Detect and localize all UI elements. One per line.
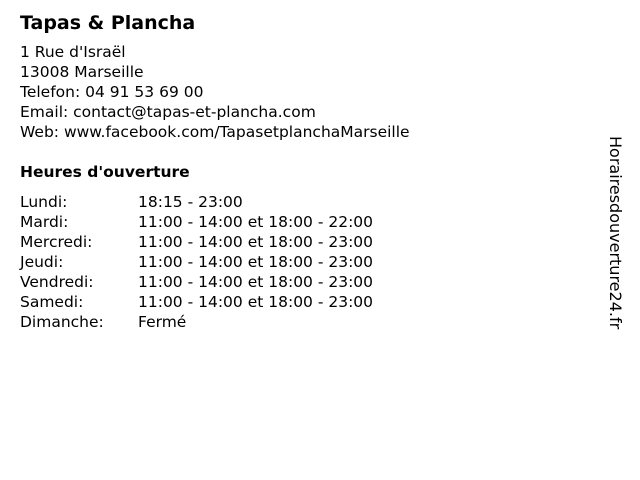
hours-row-wednesday bbox=[20, 232, 580, 252]
opening-hours-title: Heures d'ouverture bbox=[20, 163, 190, 181]
email-line: Email: contact@tapas-et-plancha.com bbox=[20, 103, 316, 121]
day-label: Dimanche: bbox=[20, 313, 104, 331]
hours-row-friday bbox=[20, 272, 580, 292]
hours-value: 11:00 - 14:00 et 18:00 - 23:00 bbox=[138, 253, 374, 271]
web-line: Web: www.facebook.com/TapasetplanchaMarseille bbox=[20, 123, 410, 141]
hours-row-sunday bbox=[20, 312, 580, 332]
address-line-2: 13008 Marseille bbox=[20, 63, 144, 81]
hours-value: 11:00 - 14:00 et 18:00 - 23:00 bbox=[138, 273, 374, 291]
site-watermark: Horairesdouverture24.fr bbox=[606, 136, 625, 330]
day-label: Lundi: bbox=[20, 193, 68, 211]
hours-value: 11:00 - 14:00 et 18:00 - 23:00 bbox=[138, 233, 374, 251]
day-label: Mercredi: bbox=[20, 233, 93, 251]
hours-row-monday bbox=[20, 192, 580, 212]
business-name: Tapas & Plancha bbox=[20, 12, 196, 34]
hours-row-tuesday bbox=[20, 212, 580, 232]
hours-value: Fermé bbox=[138, 313, 187, 331]
hours-value: 11:00 - 14:00 et 18:00 - 23:00 bbox=[138, 293, 374, 311]
hours-row-saturday bbox=[20, 292, 580, 312]
opening-hours-list bbox=[20, 192, 580, 332]
day-label: Vendredi: bbox=[20, 273, 94, 291]
hours-row-thursday bbox=[20, 252, 580, 272]
business-card bbox=[20, 10, 580, 332]
address-line-1: 1 Rue d'Israël bbox=[20, 43, 126, 61]
day-label: Jeudi: bbox=[20, 253, 64, 271]
hours-value: 11:00 - 14:00 et 18:00 - 22:00 bbox=[138, 213, 374, 231]
day-label: Mardi: bbox=[20, 213, 69, 231]
hours-value: 18:15 - 23:00 bbox=[138, 193, 243, 211]
phone-line: Telefon: 04 91 53 69 00 bbox=[20, 83, 204, 101]
day-label: Samedi: bbox=[20, 293, 84, 311]
